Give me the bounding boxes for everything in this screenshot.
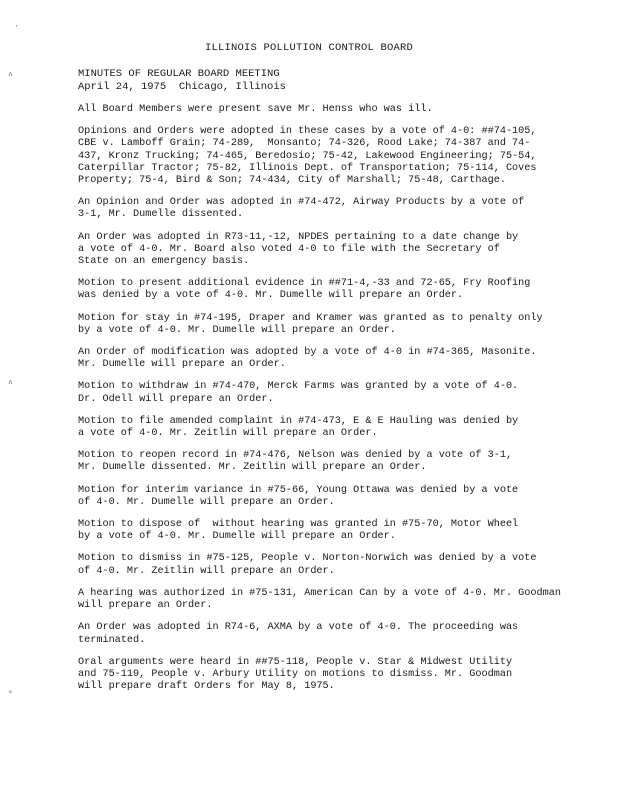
minutes-paragraph bbox=[78, 553, 537, 577]
paragraph-line: 3-1, Mr. Dumelle dissented. bbox=[78, 209, 244, 221]
minutes-paragraph bbox=[78, 587, 561, 612]
minutes-paragraph bbox=[78, 197, 528, 221]
paragraph-line: of 4-0. Mr. Dumelle will prepare an Order. bbox=[78, 496, 335, 508]
paragraph-line: 437, Kronz Trucking; 74-465, Beredosio; 75-42, Lakewood Engineering; 75-54, bbox=[78, 150, 537, 162]
paragraph-line: Dr. Odell will prepare an Order. bbox=[78, 393, 274, 405]
minutes-paragraph bbox=[78, 485, 528, 509]
paragraph-line: Motion to dispose of without hearing was granted in #75-70, Motor Wheel bbox=[78, 519, 519, 531]
paragraph-line: will prepare draft Orders for May 8, 1975. bbox=[78, 681, 335, 693]
minutes-paragraph bbox=[78, 381, 528, 405]
paragraph-line: Motion to file amended complaint in #74-473, E & E Hauling was denied by bbox=[78, 415, 519, 427]
paragraph-line: An Opinion and Order was adopted in #74-472, Airway Products by a vote of bbox=[78, 197, 525, 209]
paragraph-line: A hearing was authorized in #75-131, American Can by a vote of 4-0. Mr. Goodman bbox=[78, 587, 561, 599]
minutes-paragraph bbox=[78, 104, 528, 116]
paragraph-line: Oral arguments were heard in ##75-118, People v. Star & Midwest Utility bbox=[78, 656, 513, 668]
heading-line: MINUTES OF REGULAR BOARD MEETING bbox=[78, 68, 280, 80]
margin-mark: ^ bbox=[8, 72, 13, 81]
paragraph-line: was denied by a vote of 4-0. Mr. Dumelle will prepare an Order. bbox=[78, 290, 464, 302]
paragraph-line: State on an emergency basis. bbox=[78, 256, 250, 268]
paragraph-line: of 4-0. Mr. Zeitlin will prepare an Order. bbox=[78, 565, 335, 577]
paragraph-line: Motion to reopen record in #74-476, Nelson was denied by a vote of 3-1, bbox=[78, 450, 513, 462]
meeting-heading bbox=[78, 68, 286, 94]
paragraph-line: Motion to present additional evidence in ##71-4,-33 and 72-65, Fry Roofing bbox=[78, 278, 531, 290]
paragraph-line: Opinions and Orders were adopted in these cases by a vote of 4-0: ##74-105, bbox=[78, 126, 537, 138]
paragraph-line: terminated. bbox=[78, 634, 146, 646]
paragraph-line: An Order was adopted in R74-6, AXMA by a vote of 4-0. The proceeding was bbox=[78, 622, 519, 634]
paragraph-line: a vote of 4-0. Mr. Board also voted 4-0 to file with the Secretary of bbox=[78, 243, 500, 255]
paragraph-line: by a vote of 4-0. Mr. Dumelle will prepare an Order. bbox=[78, 531, 396, 543]
minutes-paragraph bbox=[78, 232, 528, 269]
paragraph-line: Mr. Dumelle dissented. Mr. Zeitlin will prepare an Order. bbox=[78, 462, 427, 474]
minutes-paragraph bbox=[78, 278, 531, 302]
margin-mark: · bbox=[14, 22, 19, 31]
minutes-paragraph bbox=[78, 450, 528, 474]
paragraph-line: All Board Members were present save Mr. Henss who was ill. bbox=[78, 104, 433, 115]
paragraph-line: CBE v. Lamboff Grain; 74-289, Monsanto; 74-326, Rood Lake; 74-387 and 74- bbox=[78, 138, 531, 150]
minutes-body bbox=[78, 104, 561, 693]
heading-line: April 24, 1975 Chicago, Illinois bbox=[78, 81, 286, 93]
margin-mark: ° bbox=[8, 690, 13, 699]
paragraph-line: An Order of modification was adopted by a vote of 4-0 in #74-365, Masonite. bbox=[78, 347, 537, 359]
paragraph-line: An Order was adopted in R73-11,-12, NPDES pertaining to a date change by bbox=[78, 231, 519, 243]
minutes-paragraph bbox=[78, 622, 528, 646]
paragraph-line: Caterpillar Tractor; 75-82, Illinois Dept. of Transportation; 75-114, Coves bbox=[78, 162, 537, 174]
minutes-paragraph bbox=[78, 657, 528, 694]
paragraph-line: Property; 75-4, Bird & Son; 74-434, City of Marshall; 75-48, Carthage. bbox=[78, 175, 506, 187]
paragraph-line: Mr. Dumelle will prepare an Order. bbox=[78, 359, 286, 371]
paragraph-line: a vote of 4-0. Mr. Zeitlin will prepare an Order. bbox=[78, 428, 378, 440]
paragraph-line: Motion for stay in #74-195, Draper and Kramer was granted as to penalty only bbox=[78, 312, 543, 324]
minutes-paragraph bbox=[78, 416, 528, 440]
paragraph-line: will prepare an Order. bbox=[78, 600, 213, 612]
paragraph-line: and 75-119, People v. Arbury Utility on motions to dismiss. Mr. Goodman bbox=[78, 668, 513, 680]
paragraph-line: by a vote of 4-0. Mr. Dumelle will prepare an Order. bbox=[78, 324, 396, 336]
minutes-paragraph bbox=[78, 347, 537, 371]
document-title: ILLINOIS POLLUTION CONTROL BOARD bbox=[204, 42, 414, 54]
paragraph-line: Motion to withdraw in #74-470, Merck Farms was granted by a vote of 4-0. bbox=[78, 381, 519, 393]
margin-mark: ^ bbox=[8, 380, 13, 389]
minutes-paragraph bbox=[78, 312, 543, 337]
paragraph-line: Motion for interim variance in #75-66, Young Ottawa was denied by a vote bbox=[78, 484, 519, 496]
minutes-paragraph bbox=[78, 126, 537, 187]
minutes-paragraph bbox=[78, 519, 528, 543]
paragraph-line: Motion to dismiss in #75-125, People v. Norton-Norwich was denied by a vote bbox=[78, 553, 537, 565]
